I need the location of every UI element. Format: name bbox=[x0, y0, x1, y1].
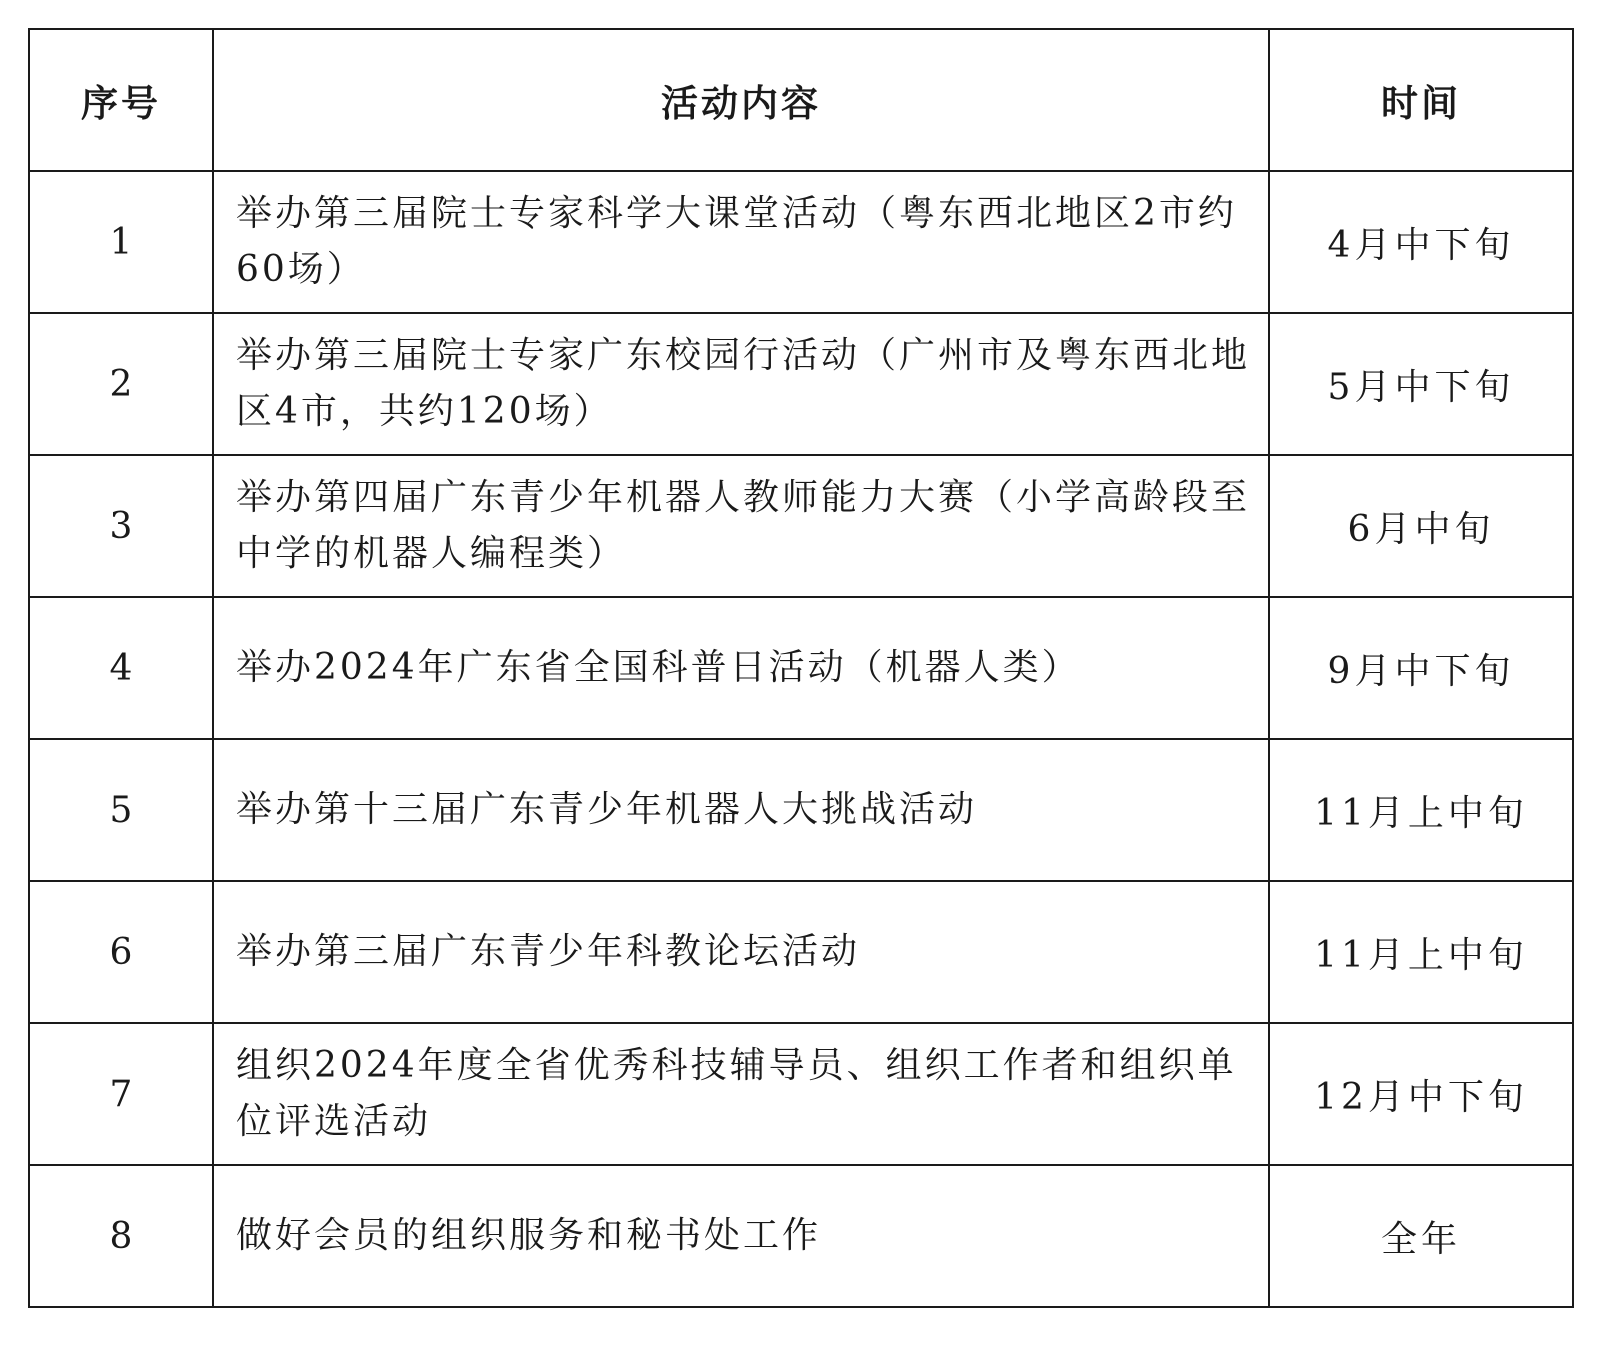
row-content: 举办第四届广东青少年机器人教师能力大赛（小学高龄段至中学的机器人编程类） bbox=[213, 455, 1269, 597]
row-time: 6月中旬 bbox=[1269, 455, 1573, 597]
row-index: 1 bbox=[29, 171, 213, 313]
row-time: 11月上中旬 bbox=[1269, 881, 1573, 1023]
row-content: 举办第十三届广东青少年机器人大挑战活动 bbox=[213, 739, 1269, 881]
table-row bbox=[29, 739, 1573, 881]
table-row bbox=[29, 1023, 1573, 1165]
row-time: 5月中下旬 bbox=[1269, 313, 1573, 455]
row-index: 6 bbox=[29, 881, 213, 1023]
row-time: 全年 bbox=[1269, 1165, 1573, 1307]
activity-schedule-table bbox=[28, 28, 1574, 1308]
table-row bbox=[29, 881, 1573, 1023]
table-row bbox=[29, 1165, 1573, 1307]
row-index: 2 bbox=[29, 313, 213, 455]
table-row bbox=[29, 597, 1573, 739]
row-content: 举办第三届广东青少年科教论坛活动 bbox=[213, 881, 1269, 1023]
row-time: 11月上中旬 bbox=[1269, 739, 1573, 881]
table-row bbox=[29, 313, 1573, 455]
row-index: 4 bbox=[29, 597, 213, 739]
row-content: 做好会员的组织服务和秘书处工作 bbox=[213, 1165, 1269, 1307]
row-content: 举办第三届院士专家广东校园行活动（广州市及粤东西北地区4市，共约120场） bbox=[213, 313, 1269, 455]
header-index: 序号 bbox=[29, 29, 213, 171]
row-index: 7 bbox=[29, 1023, 213, 1165]
row-content: 举办2024年广东省全国科普日活动（机器人类） bbox=[213, 597, 1269, 739]
header-time: 时间 bbox=[1269, 29, 1573, 171]
table-row bbox=[29, 455, 1573, 597]
row-content: 举办第三届院士专家科学大课堂活动（粤东西北地区2市约60场） bbox=[213, 171, 1269, 313]
row-time: 12月中下旬 bbox=[1269, 1023, 1573, 1165]
table-row bbox=[29, 171, 1573, 313]
row-index: 5 bbox=[29, 739, 213, 881]
header-content: 活动内容 bbox=[213, 29, 1269, 171]
row-time: 9月中下旬 bbox=[1269, 597, 1573, 739]
row-content: 组织2024年度全省优秀科技辅导员、组织工作者和组织单位评选活动 bbox=[213, 1023, 1269, 1165]
table-header-row bbox=[29, 29, 1573, 171]
row-index: 8 bbox=[29, 1165, 213, 1307]
row-index: 3 bbox=[29, 455, 213, 597]
row-time: 4月中下旬 bbox=[1269, 171, 1573, 313]
